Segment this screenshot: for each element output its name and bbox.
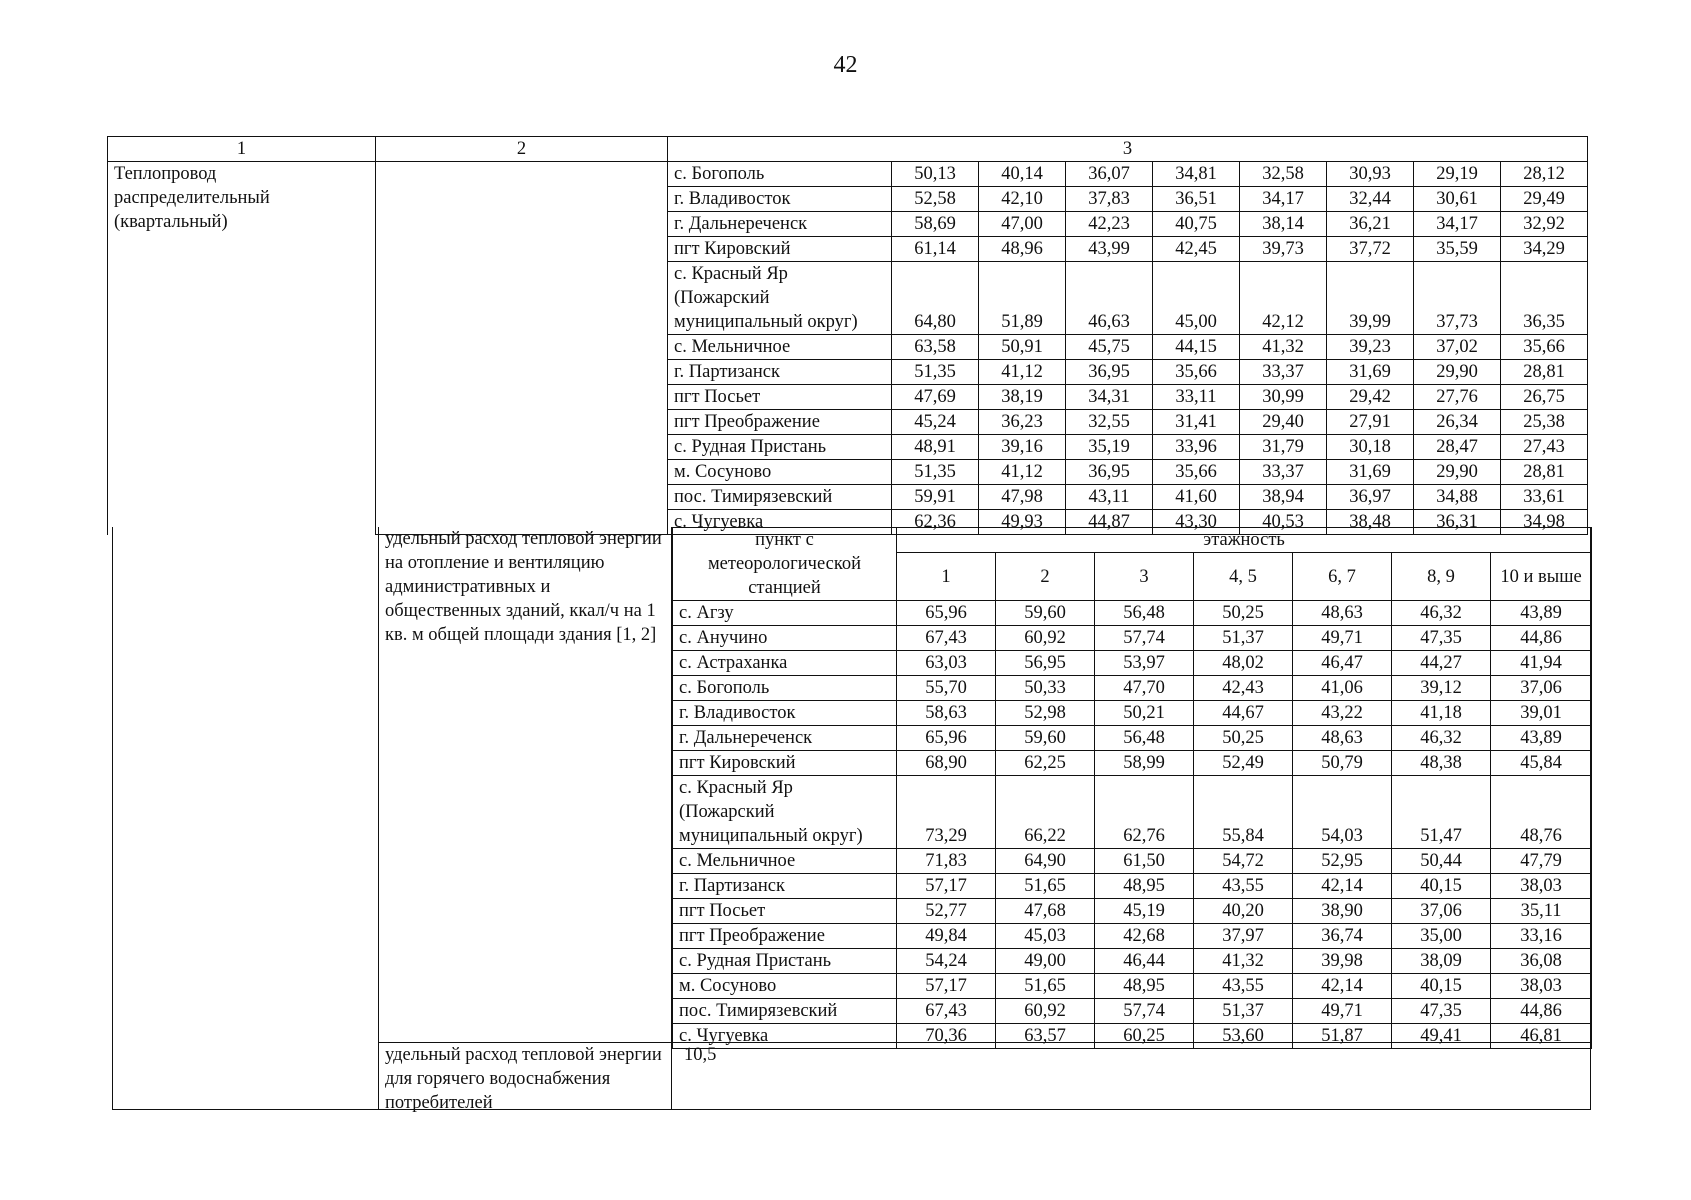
value-cell: 40,14 — [979, 162, 1066, 187]
place-name: пгт Преображение — [668, 410, 892, 435]
value-cell: 35,66 — [1153, 460, 1240, 485]
value-cell: 34,29 — [1501, 237, 1588, 262]
place-name: с. Богополь — [673, 676, 897, 701]
value-cell: 38,19 — [979, 385, 1066, 410]
value-cell: 48,63 — [1293, 601, 1392, 626]
value-cell: 57,74 — [1095, 999, 1194, 1024]
value-cell: 29,42 — [1327, 385, 1414, 410]
value-cell: 58,69 — [892, 212, 979, 237]
value-cell: 49,71 — [1293, 999, 1392, 1024]
value-cell: 55,84 — [1194, 776, 1293, 849]
value-cell: 39,12 — [1392, 676, 1491, 701]
value-cell: 33,96 — [1153, 435, 1240, 460]
value-cell: 37,06 — [1491, 676, 1592, 701]
header-col-1: 1 — [108, 137, 376, 162]
value-cell: 43,11 — [1066, 485, 1153, 510]
table-row — [673, 726, 1592, 751]
table-row — [673, 776, 1592, 849]
value-cell: 51,89 — [979, 262, 1066, 335]
value-cell: 50,44 — [1392, 849, 1491, 874]
place-name: с. Анучино — [673, 626, 897, 651]
value-cell: 57,17 — [897, 874, 996, 899]
value-cell: 44,27 — [1392, 651, 1491, 676]
value-cell: 29,19 — [1414, 162, 1501, 187]
table-row — [673, 626, 1592, 651]
value-cell: 50,21 — [1095, 701, 1194, 726]
value-cell: 40,15 — [1392, 874, 1491, 899]
value-cell: 38,14 — [1240, 212, 1327, 237]
value-cell: 34,17 — [1414, 212, 1501, 237]
value-cell: 60,92 — [996, 999, 1095, 1024]
value-cell: 44,67 — [1194, 701, 1293, 726]
value-cell: 35,66 — [1153, 360, 1240, 385]
object-name: Теплопровод распределительный (квартальный) — [108, 162, 376, 535]
value-cell: 38,09 — [1392, 949, 1491, 974]
value-cell: 32,55 — [1066, 410, 1153, 435]
value-cell: 59,60 — [996, 601, 1095, 626]
value-cell: 54,72 — [1194, 849, 1293, 874]
place-name: с. Рудная Пристань — [668, 435, 892, 460]
value-cell: 50,13 — [892, 162, 979, 187]
value-cell: 40,15 — [1392, 974, 1491, 999]
value-cell: 27,91 — [1327, 410, 1414, 435]
floors-header-cell: 8, 9 — [1392, 553, 1491, 601]
value-cell: 42,68 — [1095, 924, 1194, 949]
table-row — [673, 899, 1592, 924]
table-row — [673, 701, 1592, 726]
value-cell: 60,92 — [996, 626, 1095, 651]
value-cell: 51,87 — [1293, 1024, 1392, 1049]
value-cell: 56,48 — [1095, 601, 1194, 626]
value-cell: 29,49 — [1501, 187, 1588, 212]
table-row — [673, 924, 1592, 949]
place-name: с. Красный Яр (Пожарский муниципальный округ) — [673, 776, 897, 849]
value-cell: 41,12 — [979, 460, 1066, 485]
place-name: пгт Преображение — [673, 924, 897, 949]
value-cell: 39,23 — [1327, 335, 1414, 360]
value-cell: 44,86 — [1491, 999, 1592, 1024]
value-cell: 43,55 — [1194, 974, 1293, 999]
value-cell: 27,43 — [1501, 435, 1588, 460]
value-cell: 48,95 — [1095, 974, 1194, 999]
value-cell: 46,47 — [1293, 651, 1392, 676]
value-cell: 49,71 — [1293, 626, 1392, 651]
value-cell: 32,44 — [1327, 187, 1414, 212]
value-cell: 34,81 — [1153, 162, 1240, 187]
table-row — [673, 601, 1592, 626]
page-number: 42 — [833, 52, 858, 78]
place-name: с. Мельничное — [668, 335, 892, 360]
value-cell: 28,47 — [1414, 435, 1501, 460]
place-name: пгт Кировский — [668, 237, 892, 262]
value-cell: 30,61 — [1414, 187, 1501, 212]
value-cell: 62,25 — [996, 751, 1095, 776]
value-cell: 36,95 — [1066, 460, 1153, 485]
value-cell: 52,49 — [1194, 751, 1293, 776]
value-cell: 40,20 — [1194, 899, 1293, 924]
value-cell: 28,81 — [1501, 460, 1588, 485]
value-cell: 26,34 — [1414, 410, 1501, 435]
floors-header-cell: 3 — [1095, 553, 1194, 601]
value-cell: 41,60 — [1153, 485, 1240, 510]
value-cell: 39,73 — [1240, 237, 1327, 262]
header-col-2: 2 — [376, 137, 668, 162]
value-cell: 41,32 — [1240, 335, 1327, 360]
value-cell: 50,91 — [979, 335, 1066, 360]
value-cell: 46,44 — [1095, 949, 1194, 974]
value-cell: 67,43 — [897, 999, 996, 1024]
value-cell: 48,96 — [979, 237, 1066, 262]
value-cell: 43,22 — [1293, 701, 1392, 726]
value-cell: 35,59 — [1414, 237, 1501, 262]
place-name: с. Чугуевка — [668, 510, 892, 535]
value-cell: 36,95 — [1066, 360, 1153, 385]
value-cell: 48,63 — [1293, 726, 1392, 751]
value-cell: 42,14 — [1293, 974, 1392, 999]
table-row — [673, 651, 1592, 676]
value-cell: 62,76 — [1095, 776, 1194, 849]
value-cell: 40,53 — [1240, 510, 1327, 535]
value-cell: 35,19 — [1066, 435, 1153, 460]
value-cell: 60,25 — [1095, 1024, 1194, 1049]
value-cell: 36,35 — [1501, 262, 1588, 335]
value-cell: 64,80 — [892, 262, 979, 335]
value-cell: 41,94 — [1491, 651, 1592, 676]
value-cell: 33,11 — [1153, 385, 1240, 410]
value-cell: 45,24 — [892, 410, 979, 435]
value-cell: 68,90 — [897, 751, 996, 776]
table-row — [673, 849, 1592, 874]
value-cell: 44,15 — [1153, 335, 1240, 360]
value-cell: 51,65 — [996, 874, 1095, 899]
value-cell: 30,93 — [1327, 162, 1414, 187]
value-cell: 41,32 — [1194, 949, 1293, 974]
value-cell: 49,00 — [996, 949, 1095, 974]
place-name: пос. Тимирязевский — [673, 999, 897, 1024]
value-cell: 59,91 — [892, 485, 979, 510]
place-name: пос. Тимирязевский — [668, 485, 892, 510]
floors-header-cell: 1 — [897, 553, 996, 601]
value-cell: 33,16 — [1491, 924, 1592, 949]
value-cell: 47,35 — [1392, 626, 1491, 651]
value-cell: 58,99 — [1095, 751, 1194, 776]
value-cell: 56,95 — [996, 651, 1095, 676]
value-cell: 38,94 — [1240, 485, 1327, 510]
value-cell: 63,58 — [892, 335, 979, 360]
value-cell: 29,40 — [1240, 410, 1327, 435]
value-cell: 53,60 — [1194, 1024, 1293, 1049]
value-cell: 73,29 — [897, 776, 996, 849]
heating-ventilation-label: удельный расход тепловой энергии на отопление и вентиляцию административных и общественных зданий, ккал/ч на 1 кв. м общей площади здания [1, 2] — [378, 527, 672, 1042]
value-cell: 39,98 — [1293, 949, 1392, 974]
col-place-header: пункт с метеорологической станцией — [673, 528, 897, 601]
value-cell: 50,25 — [1194, 726, 1293, 751]
hot-water-row — [378, 1042, 1591, 1113]
value-cell: 54,03 — [1293, 776, 1392, 849]
value-cell: 52,77 — [897, 899, 996, 924]
header-col-3: 3 — [668, 137, 1588, 162]
place-name: с. Астраханка — [673, 651, 897, 676]
value-cell: 43,89 — [1491, 601, 1592, 626]
value-cell: 48,02 — [1194, 651, 1293, 676]
value-cell: 47,35 — [1392, 999, 1491, 1024]
value-cell: 36,74 — [1293, 924, 1392, 949]
value-cell: 70,36 — [897, 1024, 996, 1049]
value-cell: 33,37 — [1240, 460, 1327, 485]
value-cell: 47,70 — [1095, 676, 1194, 701]
value-cell: 41,18 — [1392, 701, 1491, 726]
value-cell: 45,19 — [1095, 899, 1194, 924]
value-cell: 35,66 — [1501, 335, 1588, 360]
value-cell: 48,38 — [1392, 751, 1491, 776]
value-cell: 34,17 — [1240, 187, 1327, 212]
value-cell: 42,10 — [979, 187, 1066, 212]
value-cell: 38,90 — [1293, 899, 1392, 924]
value-cell: 34,88 — [1414, 485, 1501, 510]
value-cell: 47,68 — [996, 899, 1095, 924]
value-cell: 41,06 — [1293, 676, 1392, 701]
floors-header-cell: 10 и выше — [1491, 553, 1592, 601]
value-cell: 46,81 — [1491, 1024, 1592, 1049]
value-cell: 44,87 — [1066, 510, 1153, 535]
value-cell: 29,90 — [1414, 360, 1501, 385]
table-row — [673, 751, 1592, 776]
value-cell: 43,55 — [1194, 874, 1293, 899]
heating-table — [672, 527, 1592, 1049]
value-cell: 65,96 — [897, 726, 996, 751]
value-cell: 46,63 — [1066, 262, 1153, 335]
place-name: г. Партизанск — [668, 360, 892, 385]
value-cell: 28,12 — [1501, 162, 1588, 187]
value-cell: 45,03 — [996, 924, 1095, 949]
value-cell: 66,22 — [996, 776, 1095, 849]
top-table — [107, 136, 1588, 535]
place-name: м. Сосуново — [673, 974, 897, 999]
place-name: с. Агзу — [673, 601, 897, 626]
value-cell: 33,37 — [1240, 360, 1327, 385]
value-cell: 42,14 — [1293, 874, 1392, 899]
value-cell: 36,08 — [1491, 949, 1592, 974]
value-cell: 50,79 — [1293, 751, 1392, 776]
value-cell: 35,00 — [1392, 924, 1491, 949]
value-cell: 46,32 — [1392, 601, 1491, 626]
value-cell: 48,76 — [1491, 776, 1592, 849]
value-cell: 34,31 — [1066, 385, 1153, 410]
place-name: м. Сосуново — [668, 460, 892, 485]
value-cell: 54,24 — [897, 949, 996, 974]
floors-header-cell: 4, 5 — [1194, 553, 1293, 601]
value-cell: 48,91 — [892, 435, 979, 460]
value-cell: 47,79 — [1491, 849, 1592, 874]
empty-cell — [376, 162, 668, 535]
value-cell: 58,63 — [897, 701, 996, 726]
table-row — [673, 999, 1592, 1024]
value-cell: 37,73 — [1414, 262, 1501, 335]
table-row — [673, 676, 1592, 701]
hot-water-value: 10,5 — [684, 1045, 717, 1065]
floors-header-cell: 6, 7 — [1293, 553, 1392, 601]
value-cell: 49,41 — [1392, 1024, 1491, 1049]
value-cell: 36,31 — [1414, 510, 1501, 535]
value-cell: 51,37 — [1194, 999, 1293, 1024]
value-cell: 39,99 — [1327, 262, 1414, 335]
table-row — [673, 974, 1592, 999]
value-cell: 57,17 — [897, 974, 996, 999]
place-name: г. Дальнереченск — [673, 726, 897, 751]
value-cell: 47,00 — [979, 212, 1066, 237]
place-name: пгт Кировский — [673, 751, 897, 776]
value-cell: 38,48 — [1327, 510, 1414, 535]
value-cell: 37,06 — [1392, 899, 1491, 924]
table-row — [673, 949, 1592, 974]
value-cell: 61,50 — [1095, 849, 1194, 874]
value-cell: 63,03 — [897, 651, 996, 676]
value-cell: 42,23 — [1066, 212, 1153, 237]
value-cell: 39,01 — [1491, 701, 1592, 726]
place-name: с. Мельничное — [673, 849, 897, 874]
value-cell: 36,21 — [1327, 212, 1414, 237]
value-cell: 32,58 — [1240, 162, 1327, 187]
value-cell: 42,12 — [1240, 262, 1327, 335]
place-name: пгт Посьет — [673, 899, 897, 924]
value-cell: 37,02 — [1414, 335, 1501, 360]
value-cell: 45,84 — [1491, 751, 1592, 776]
value-cell: 50,25 — [1194, 601, 1293, 626]
value-cell: 65,96 — [897, 601, 996, 626]
value-cell: 50,33 — [996, 676, 1095, 701]
place-name: с. Рудная Пристань — [673, 949, 897, 974]
value-cell: 28,81 — [1501, 360, 1588, 385]
col-floors-header: этажность — [897, 528, 1592, 553]
value-cell: 42,45 — [1153, 237, 1240, 262]
value-cell: 30,99 — [1240, 385, 1327, 410]
hot-water-label: удельный расход тепловой энергии для горячего водоснабжения потребителей — [378, 1043, 672, 1109]
value-cell: 31,79 — [1240, 435, 1327, 460]
value-cell: 52,95 — [1293, 849, 1392, 874]
value-cell: 64,90 — [996, 849, 1095, 874]
value-cell: 34,98 — [1501, 510, 1588, 535]
value-cell: 47,98 — [979, 485, 1066, 510]
value-cell: 31,41 — [1153, 410, 1240, 435]
value-cell: 37,83 — [1066, 187, 1153, 212]
value-cell: 38,03 — [1491, 974, 1592, 999]
place-name: г. Дальнереченск — [668, 212, 892, 237]
value-cell: 32,92 — [1501, 212, 1588, 237]
value-cell: 44,86 — [1491, 626, 1592, 651]
value-cell: 56,48 — [1095, 726, 1194, 751]
value-cell: 51,37 — [1194, 626, 1293, 651]
value-cell: 53,97 — [1095, 651, 1194, 676]
value-cell: 36,97 — [1327, 485, 1414, 510]
value-cell: 26,75 — [1501, 385, 1588, 410]
value-cell: 36,07 — [1066, 162, 1153, 187]
place-name: г. Партизанск — [673, 874, 897, 899]
value-cell: 45,75 — [1066, 335, 1153, 360]
value-cell: 36,23 — [979, 410, 1066, 435]
value-cell: 62,36 — [892, 510, 979, 535]
value-cell: 61,14 — [892, 237, 979, 262]
value-cell: 51,47 — [1392, 776, 1491, 849]
table-row — [108, 162, 1588, 187]
value-cell: 37,97 — [1194, 924, 1293, 949]
value-cell: 59,60 — [996, 726, 1095, 751]
value-cell: 37,72 — [1327, 237, 1414, 262]
value-cell: 30,18 — [1327, 435, 1414, 460]
place-name: с. Красный Яр (Пожарский муниципальный округ) — [668, 262, 892, 335]
value-cell: 43,99 — [1066, 237, 1153, 262]
value-cell: 31,69 — [1327, 360, 1414, 385]
table-row — [673, 874, 1592, 899]
value-cell: 63,57 — [996, 1024, 1095, 1049]
value-cell: 67,43 — [897, 626, 996, 651]
value-cell: 43,30 — [1153, 510, 1240, 535]
place-name: пгт Посьет — [668, 385, 892, 410]
value-cell: 47,69 — [892, 385, 979, 410]
value-cell: 51,35 — [892, 360, 979, 385]
value-cell: 46,32 — [1392, 726, 1491, 751]
value-cell: 40,75 — [1153, 212, 1240, 237]
value-cell: 25,38 — [1501, 410, 1588, 435]
value-cell: 36,51 — [1153, 187, 1240, 212]
value-cell: 33,61 — [1501, 485, 1588, 510]
value-cell: 48,95 — [1095, 874, 1194, 899]
place-name: г. Владивосток — [668, 187, 892, 212]
value-cell: 55,70 — [897, 676, 996, 701]
value-cell: 57,74 — [1095, 626, 1194, 651]
value-cell: 38,03 — [1491, 874, 1592, 899]
value-cell: 49,84 — [897, 924, 996, 949]
value-cell: 27,76 — [1414, 385, 1501, 410]
value-cell: 45,00 — [1153, 262, 1240, 335]
value-cell: 42,43 — [1194, 676, 1293, 701]
value-cell: 41,12 — [979, 360, 1066, 385]
value-cell: 71,83 — [897, 849, 996, 874]
floors-header-cell: 2 — [996, 553, 1095, 601]
value-cell: 51,35 — [892, 460, 979, 485]
value-cell: 35,11 — [1491, 899, 1592, 924]
value-cell: 31,69 — [1327, 460, 1414, 485]
value-cell: 52,58 — [892, 187, 979, 212]
value-cell: 52,98 — [996, 701, 1095, 726]
place-name: с. Чугуевка — [673, 1024, 897, 1049]
value-cell: 43,89 — [1491, 726, 1592, 751]
value-cell: 49,93 — [979, 510, 1066, 535]
place-name: с. Богополь — [668, 162, 892, 187]
value-cell: 51,65 — [996, 974, 1095, 999]
place-name: г. Владивосток — [673, 701, 897, 726]
value-cell: 39,16 — [979, 435, 1066, 460]
value-cell: 29,90 — [1414, 460, 1501, 485]
